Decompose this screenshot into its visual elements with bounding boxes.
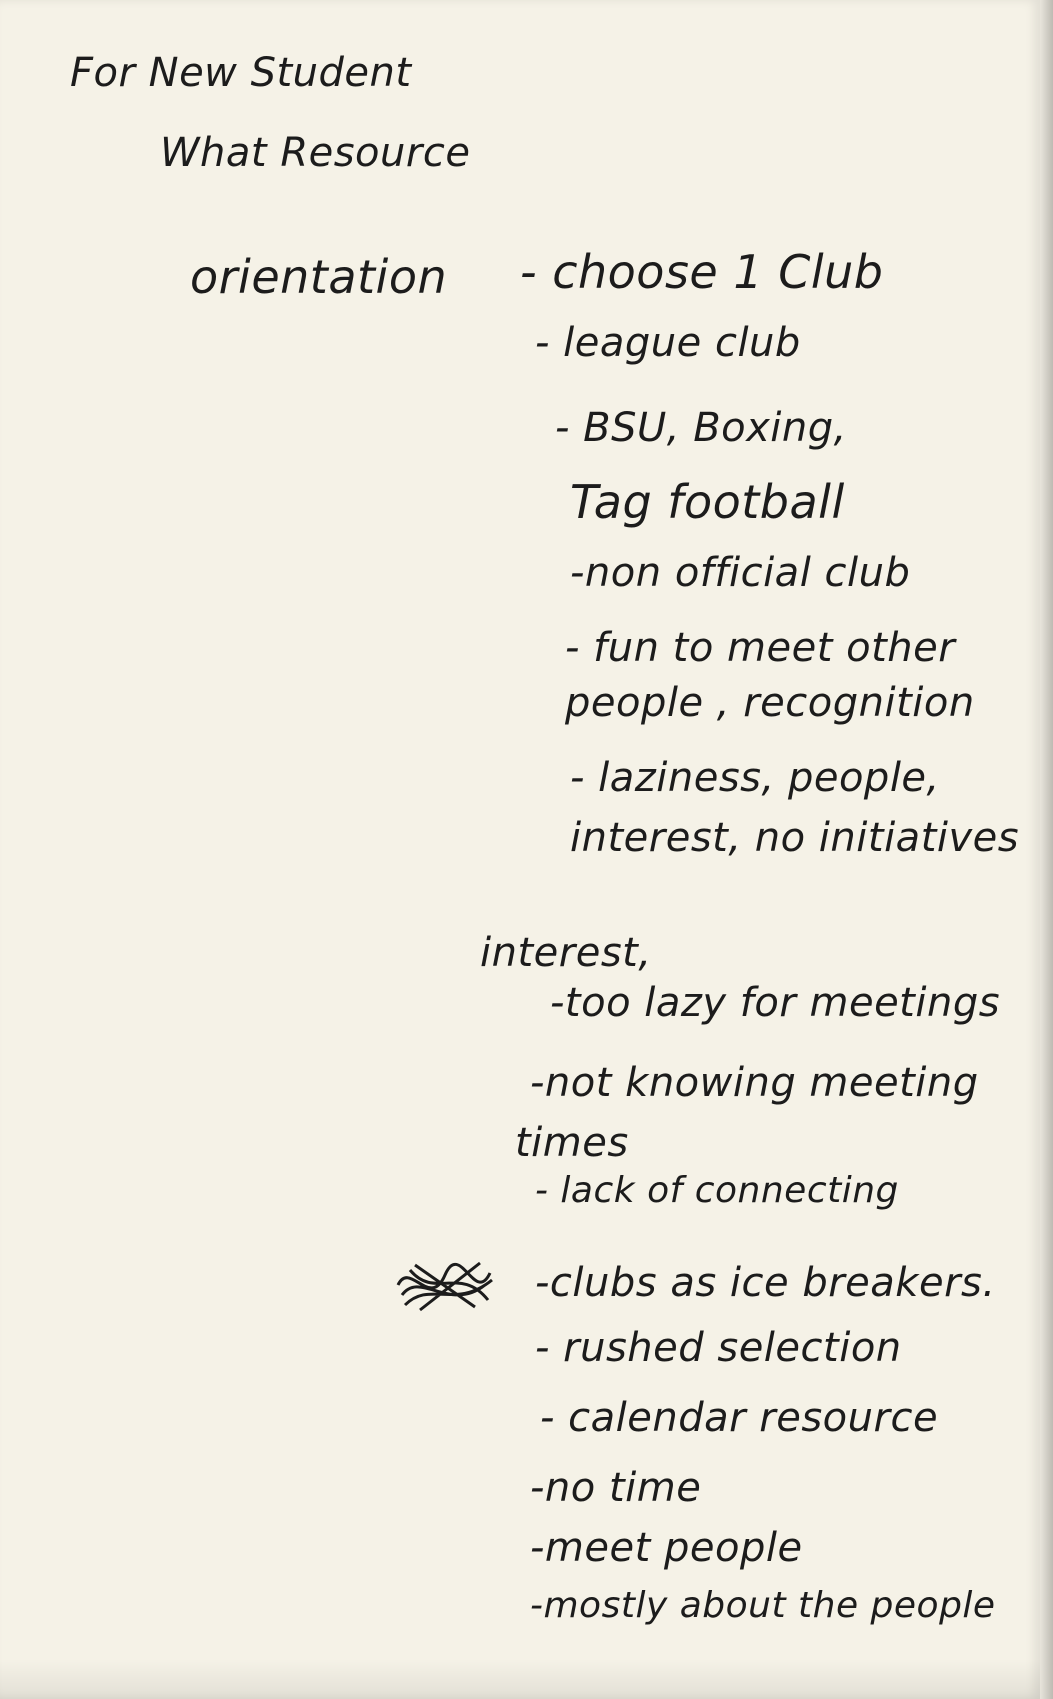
note-line: - calendar resource [540, 1395, 939, 1441]
note-line: people , recognition [565, 680, 975, 726]
note-line: Tag football [570, 475, 845, 529]
note-line: interest, no initiatives [570, 815, 1020, 861]
note-line: - rushed selection [535, 1325, 902, 1371]
note-line: -not knowing meeting [530, 1060, 979, 1106]
page-shadow [0, 1659, 1040, 1699]
note-line: - lack of connecting [535, 1170, 899, 1211]
orientation-label: orientation [190, 250, 448, 304]
note-line: -meet people [530, 1525, 803, 1571]
note-line: - BSU, Boxing, [555, 405, 847, 451]
note-line: interest, [480, 930, 652, 976]
page-edge [1040, 0, 1053, 1699]
title-line-2: What Resource [160, 130, 471, 176]
note-line: -non official club [570, 550, 911, 596]
note-line: - choose 1 Club [520, 245, 884, 299]
note-line: -no time [530, 1465, 702, 1511]
note-line: -mostly about the people [530, 1585, 996, 1626]
note-line: - laziness, people, [570, 755, 940, 801]
note-line: - fun to meet other [565, 625, 956, 671]
note-line: - league club [535, 320, 801, 366]
note-line: -clubs as ice breakers. [535, 1260, 996, 1306]
note-line: -too lazy for meetings [550, 980, 1001, 1026]
title-line-1: For New Student [70, 50, 412, 96]
note-line: times [515, 1120, 629, 1166]
scribble-mark [390, 1255, 500, 1315]
